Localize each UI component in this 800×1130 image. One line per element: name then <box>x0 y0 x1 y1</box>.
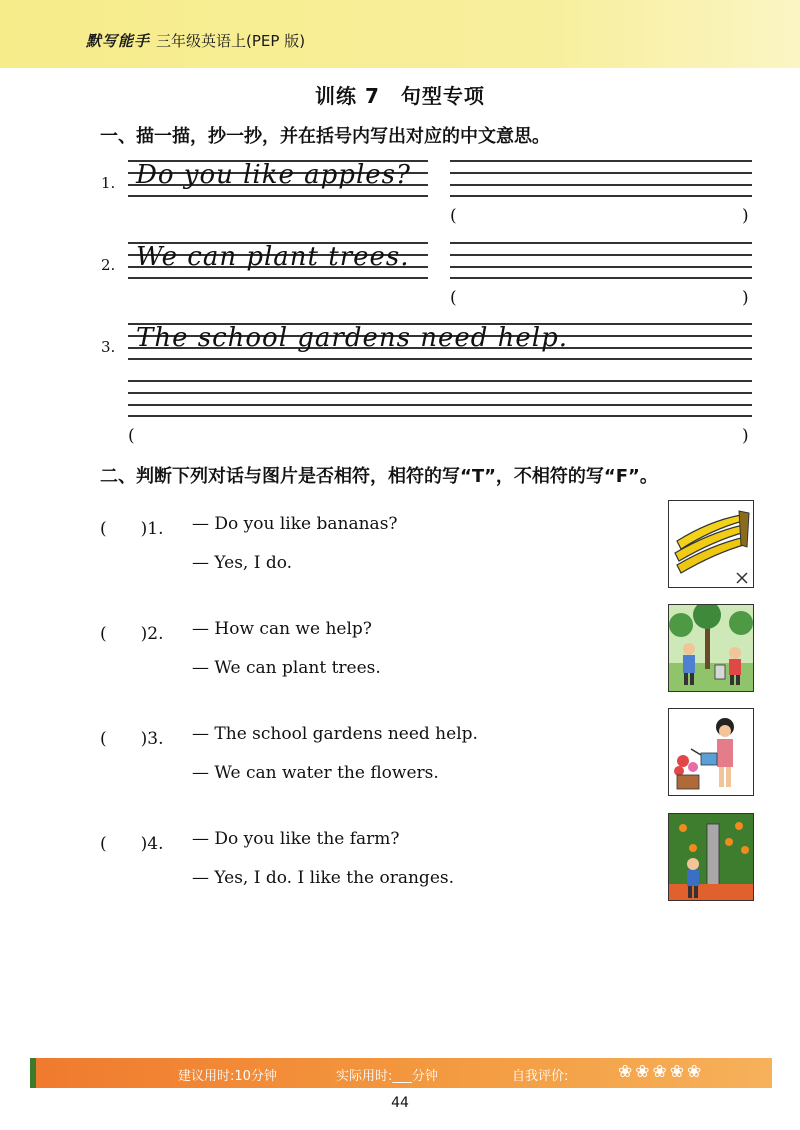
actual-time: 实际用时:___分钟 <box>336 1069 438 1084</box>
answer-line: — Yes, I do. <box>192 553 293 573</box>
part1-heading: 一、描一描，抄一抄，并在括号内写出对应的中文意思。 <box>100 126 550 147</box>
lesson-title: 训练 7 句型专项 <box>315 84 485 108</box>
page-number: 44 <box>391 1095 409 1111</box>
book-title <box>86 30 305 51</box>
question-line: — Do you like the farm? <box>192 829 400 849</box>
flower-icon[interactable]: ❀ <box>618 1062 633 1082</box>
question-line: — How can we help? <box>192 619 372 639</box>
watering-flowers-icon <box>668 708 754 796</box>
answer-paren-close: ) <box>742 288 749 308</box>
answer-paren-close: ) <box>742 206 749 226</box>
item-number: 2. <box>101 256 116 274</box>
book-subtitle: 三年级英语上(PEP 版) <box>156 32 306 50</box>
trace-sentence: Do you like apples? <box>136 160 411 190</box>
rating-stars <box>618 1063 701 1081</box>
part2-heading: 二、判断下列对话与图片是否相符，相符的写“T”，不相符的写“F”。 <box>100 466 658 487</box>
item-number: 3. <box>101 338 116 356</box>
self-evaluation-label: 自我评价: <box>512 1069 569 1084</box>
answer-line: — Yes, I do. I like the oranges. <box>192 868 455 888</box>
answer-slot[interactable]: ( )3. <box>100 729 164 749</box>
trace-sentence: We can plant trees. <box>136 242 410 272</box>
item-number: 1. <box>101 174 116 192</box>
flower-icon[interactable]: ❀ <box>669 1062 684 1082</box>
answer-slot[interactable]: ( )2. <box>100 624 164 644</box>
book-brand: 默写能手 <box>86 32 151 50</box>
answer-paren-open: ( <box>128 426 135 446</box>
planting-trees-icon <box>668 604 754 692</box>
suggested-time: 建议用时:10分钟 <box>178 1069 277 1084</box>
orange-tree-icon <box>668 813 754 901</box>
answer-paren-close: ) <box>742 426 749 446</box>
flower-icon[interactable]: ❀ <box>635 1062 650 1082</box>
footer-band <box>30 1058 772 1088</box>
copy-grid[interactable] <box>450 160 752 196</box>
trace-sentence: The school gardens need help. <box>136 323 569 353</box>
flower-icon[interactable]: ❀ <box>652 1062 667 1082</box>
copy-grid[interactable] <box>450 242 752 278</box>
question-line: — The school gardens need help. <box>192 724 478 744</box>
question-line: — Do you like bananas? <box>192 514 398 534</box>
answer-slot[interactable]: ( )4. <box>100 834 164 854</box>
copy-grid[interactable] <box>128 380 752 416</box>
answer-line: — We can plant trees. <box>192 658 381 678</box>
flower-icon[interactable]: ❀ <box>687 1062 702 1082</box>
answer-line: — We can water the flowers. <box>192 763 439 783</box>
answer-paren-open: ( <box>450 288 457 308</box>
answer-paren-open: ( <box>450 206 457 226</box>
answer-slot[interactable]: ( )1. <box>100 519 164 539</box>
bananas-icon <box>668 500 754 588</box>
